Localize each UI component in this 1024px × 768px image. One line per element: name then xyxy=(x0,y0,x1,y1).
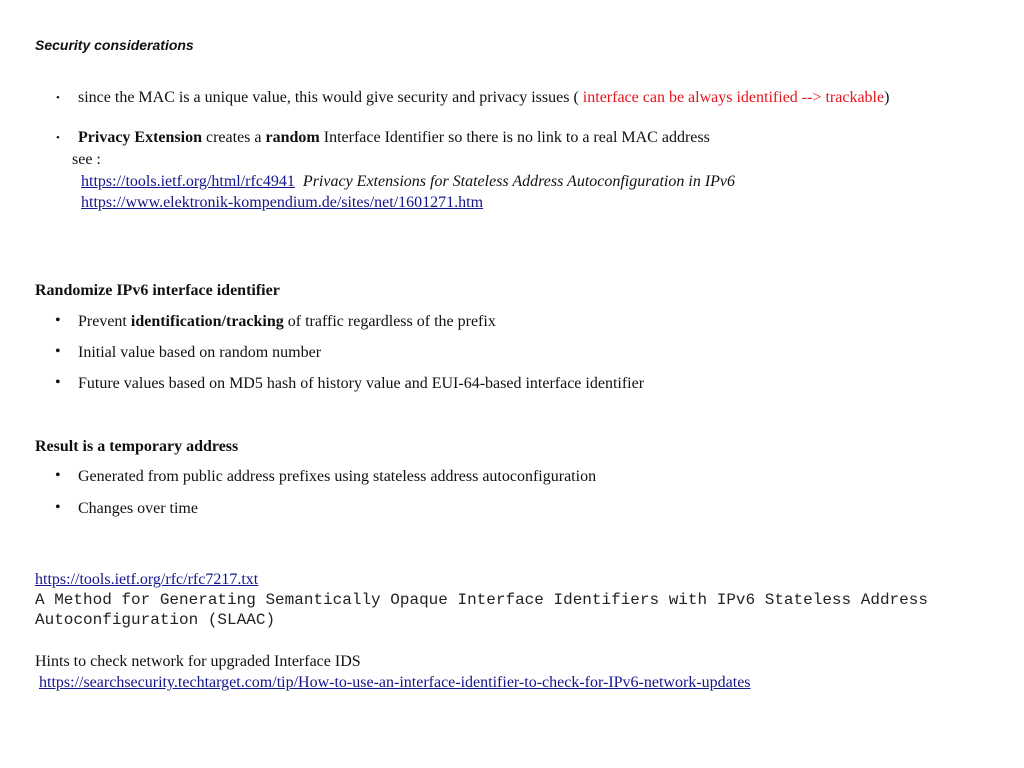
techtarget-link[interactable]: https://searchsecurity.techtarget.com/tip/How-to-use-an-interface-identifier-to-check-for-IPv6-network-updates xyxy=(39,674,751,691)
rfc4941-line xyxy=(81,172,735,192)
result-item-changes: Changes over time xyxy=(78,500,198,517)
prevent-post: of traffic regardless of the prefix xyxy=(287,313,496,330)
bullet-marker: • xyxy=(55,467,61,484)
bullet-marker: • xyxy=(55,343,61,360)
result-item-generated: Generated from public address prefixes using stateless address autoconfiguration xyxy=(78,468,597,485)
security-heading: Security considerations xyxy=(35,37,194,53)
bullet-marker: • xyxy=(55,374,61,391)
elektronik-line xyxy=(81,193,483,213)
rfc7217-line xyxy=(35,570,258,590)
random-term: random xyxy=(265,129,320,146)
bullet-marker: • xyxy=(55,312,61,329)
trackable-highlight: interface can be always identified --> trackable xyxy=(582,89,885,106)
see-label: see : xyxy=(72,151,101,168)
privacy-extension-item xyxy=(78,128,710,148)
bullet-marker: • xyxy=(56,132,60,144)
rfc4941-description: Privacy Extensions for Stateless Address Autoconfiguration in IPv6 xyxy=(302,173,736,190)
rfc7217-title-line2: Autoconfiguration (SLAAC) xyxy=(35,611,276,629)
privacy-extension-mid: creates a xyxy=(206,129,262,146)
randomize-item-initial: Initial value based on random number xyxy=(78,344,322,361)
bullet-marker: • xyxy=(55,499,61,516)
rfc4941-link[interactable]: https://tools.ietf.org/html/rfc4941 xyxy=(81,173,295,190)
privacy-extension-rest: Interface Identifier so there is no link to a real MAC address xyxy=(323,129,710,146)
bullet-marker: • xyxy=(56,92,60,104)
hints-line xyxy=(39,673,751,693)
result-heading: Result is a temporary address xyxy=(35,438,239,455)
mac-issue-text: since the MAC is a unique value, this would give security and privacy issues ( xyxy=(78,89,579,106)
hints-text: Hints to check network for upgraded Interface IDS xyxy=(35,653,361,670)
rfc7217-link[interactable]: https://tools.ietf.org/rfc/rfc7217.txt xyxy=(35,571,259,588)
rfc7217-title-line1: A Method for Generating Semantically Opaque Interface Identifiers with IPv6 Stateless Address xyxy=(35,591,928,609)
mac-issue-item xyxy=(78,88,889,108)
randomize-item-future: Future values based on MD5 hash of history value and EUI-64-based interface identifier xyxy=(78,375,645,392)
mac-issue-close: ) xyxy=(884,89,890,106)
elektronik-kompendium-link[interactable]: https://www.elektronik-kompendium.de/sites/net/1601271.htm xyxy=(81,194,484,211)
randomize-heading: Randomize IPv6 interface identifier xyxy=(35,282,280,299)
prevent-pre: Prevent xyxy=(78,313,127,330)
randomize-item-prevent xyxy=(78,312,496,332)
privacy-extension-term: Privacy Extension xyxy=(78,129,202,146)
identification-tracking-term: identification/tracking xyxy=(130,313,284,330)
